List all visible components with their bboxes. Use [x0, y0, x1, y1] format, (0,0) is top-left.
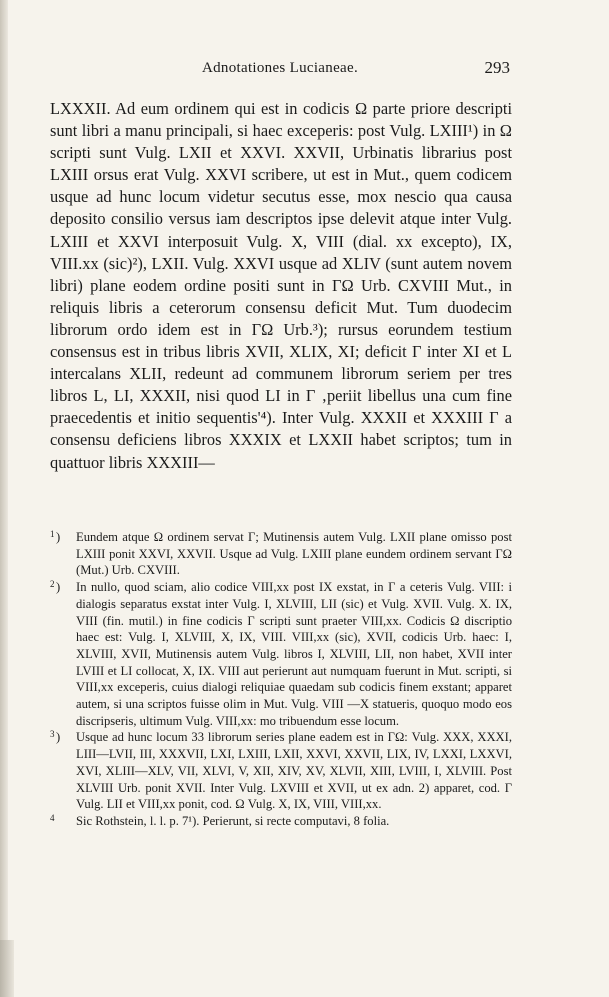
footnote-mark: 1	[50, 529, 55, 539]
footnote-2	[50, 579, 512, 729]
page-binding-shadow	[0, 940, 14, 997]
footnotes	[50, 529, 512, 830]
footnote-paren: )	[56, 530, 61, 544]
footnote-4	[50, 813, 512, 830]
page-number: 293	[484, 58, 510, 77]
running-title: Adnotationes Lucianeae.	[201, 60, 358, 76]
footnote-1	[50, 529, 512, 579]
page-edge-shadow	[0, 0, 8, 997]
footnote-paren: )	[56, 730, 61, 745]
footnote-text: Eundem atque Ω ordinem servat Γ; Mutinensis autem Vulg. LXII plane omisso post LXIII ponit XXVI, XXVII. Usque ad Vulg. LXIII plane eundem ordinem servant ΓΩ (Mut.) Urb. CXVIII.	[76, 530, 512, 578]
footnote-3	[50, 729, 512, 813]
footnote-text: Usque ad hunc locum 33 librorum series plane eadem est in ΓΩ: Vulg. XXX, XXXI, LIII—LVII, III, XXXVII, LXI, LXIII, LXII, XXVI, XXVII, LIX, IV, LXXI, LXXVI, XVI, XLIII—XLV, VII, XLVI, V, XII, XIV, XV, XLVII, XIII, LVIII, I, XLVIII. Post XLVIII Urb. ponit XVII. Inter Vulg. LXVIII et XVII, ut ex adn. 2) apparet, cod. Γ Vulg. LII et VIII,xx ponit, cod. Ω Vulg. X, IX, VIII, VIII,xx.	[76, 730, 512, 812]
footnote-mark: 2	[50, 579, 55, 590]
footnote-mark: 4	[50, 812, 55, 823]
footnote-paren: )	[56, 580, 61, 595]
footnote-text: In nullo, quod sciam, alio codice VIII,xx post IX exstat, in Γ a ceteris Vulg. VIII: i dialogis separatus exstat inter Vulg. I, XLVIII, LII (sic) et Vulg. XVII. Vulg. X. IX, VIII (fin. mutil.) in fine codicis Γ scripti sunt praeter VIII,xx. Codicis Ω discriptio haec est: Vulg. I, XLVIII, X, IX, VIII. VIII,xx (sic), XVII, codicis Urb. haec: I, XLVIII, XVII, Mutinensis autem Vulg. libros I, XLVIII, LII, non habet, XVII inter LVIII et LI collocat, X, IX. VIII aut perierunt aut numquam fuerunt in Mut. scripti, si VIII,xx exceperis, cuius dialogi reliquiae quaedam sub codicis finem exstant; apparet autem, si una scriptos fuisse olim in Mut. Vulg. VIII —X statueris, quoquo modo eos discripseris, ultimum Vulg. VIII,xx: mo tribuendum esse locum.	[76, 580, 512, 728]
footnote-text: Sic Rothstein, l. l. p. 7¹). Perierunt, si recte computavi, 8 folia.	[76, 813, 390, 828]
main-text	[50, 98, 512, 474]
main-paragraph: LXXXII. Ad eum ordinem qui est in codicis Ω parte priore descripti sunt libri a manu principali, si haec exceperis: post Vulg. LXIII¹) in Ω scripti sunt Vulg. LXII et XXVI. XXVII, Urbinatis librarius post LXIII orsus erat Vulg. XXVI scribere, ut est in Mut., quem codicem usque ad hunc locum videtur secutus esse, mox nescio qua causa deposito consilio versus iam descriptos ipse delevit atque inter Vulg. LXIII et XXVI interposuit Vulg. X, VIII (dial. xx excepto), IX, VIII.xx (sic)²), LXII. Vulg. XXVI usque ad XLIV (sunt autem novem libri) plane eodem ordine positi sunt in ΓΩ Urb. CXVIII Mut., in reliquis libris a ceterorum consensu deficit Mut. Tum duodecim librorum ordo idem est in ΓΩ Urb.³); rursus eorundem testium consensus est in tribus libris XVII, XLIX, XI; deficit Γ inter XI et L intercalans XLII, redeunt ad communem librorum seriem per tres libros L, LI, XXXII, nisi quod LI in Γ ‚periit libellus una cum fine praecedentis et initio sequentis'⁴). Inter Vulg. XXXII et XXXIII Γ a consensu deficiens libros XXXIX et LXXII habet scriptos; tum in quattuor libris XXXIII—	[50, 99, 512, 472]
footnote-mark: 3	[50, 729, 55, 740]
page-header	[50, 60, 510, 82]
